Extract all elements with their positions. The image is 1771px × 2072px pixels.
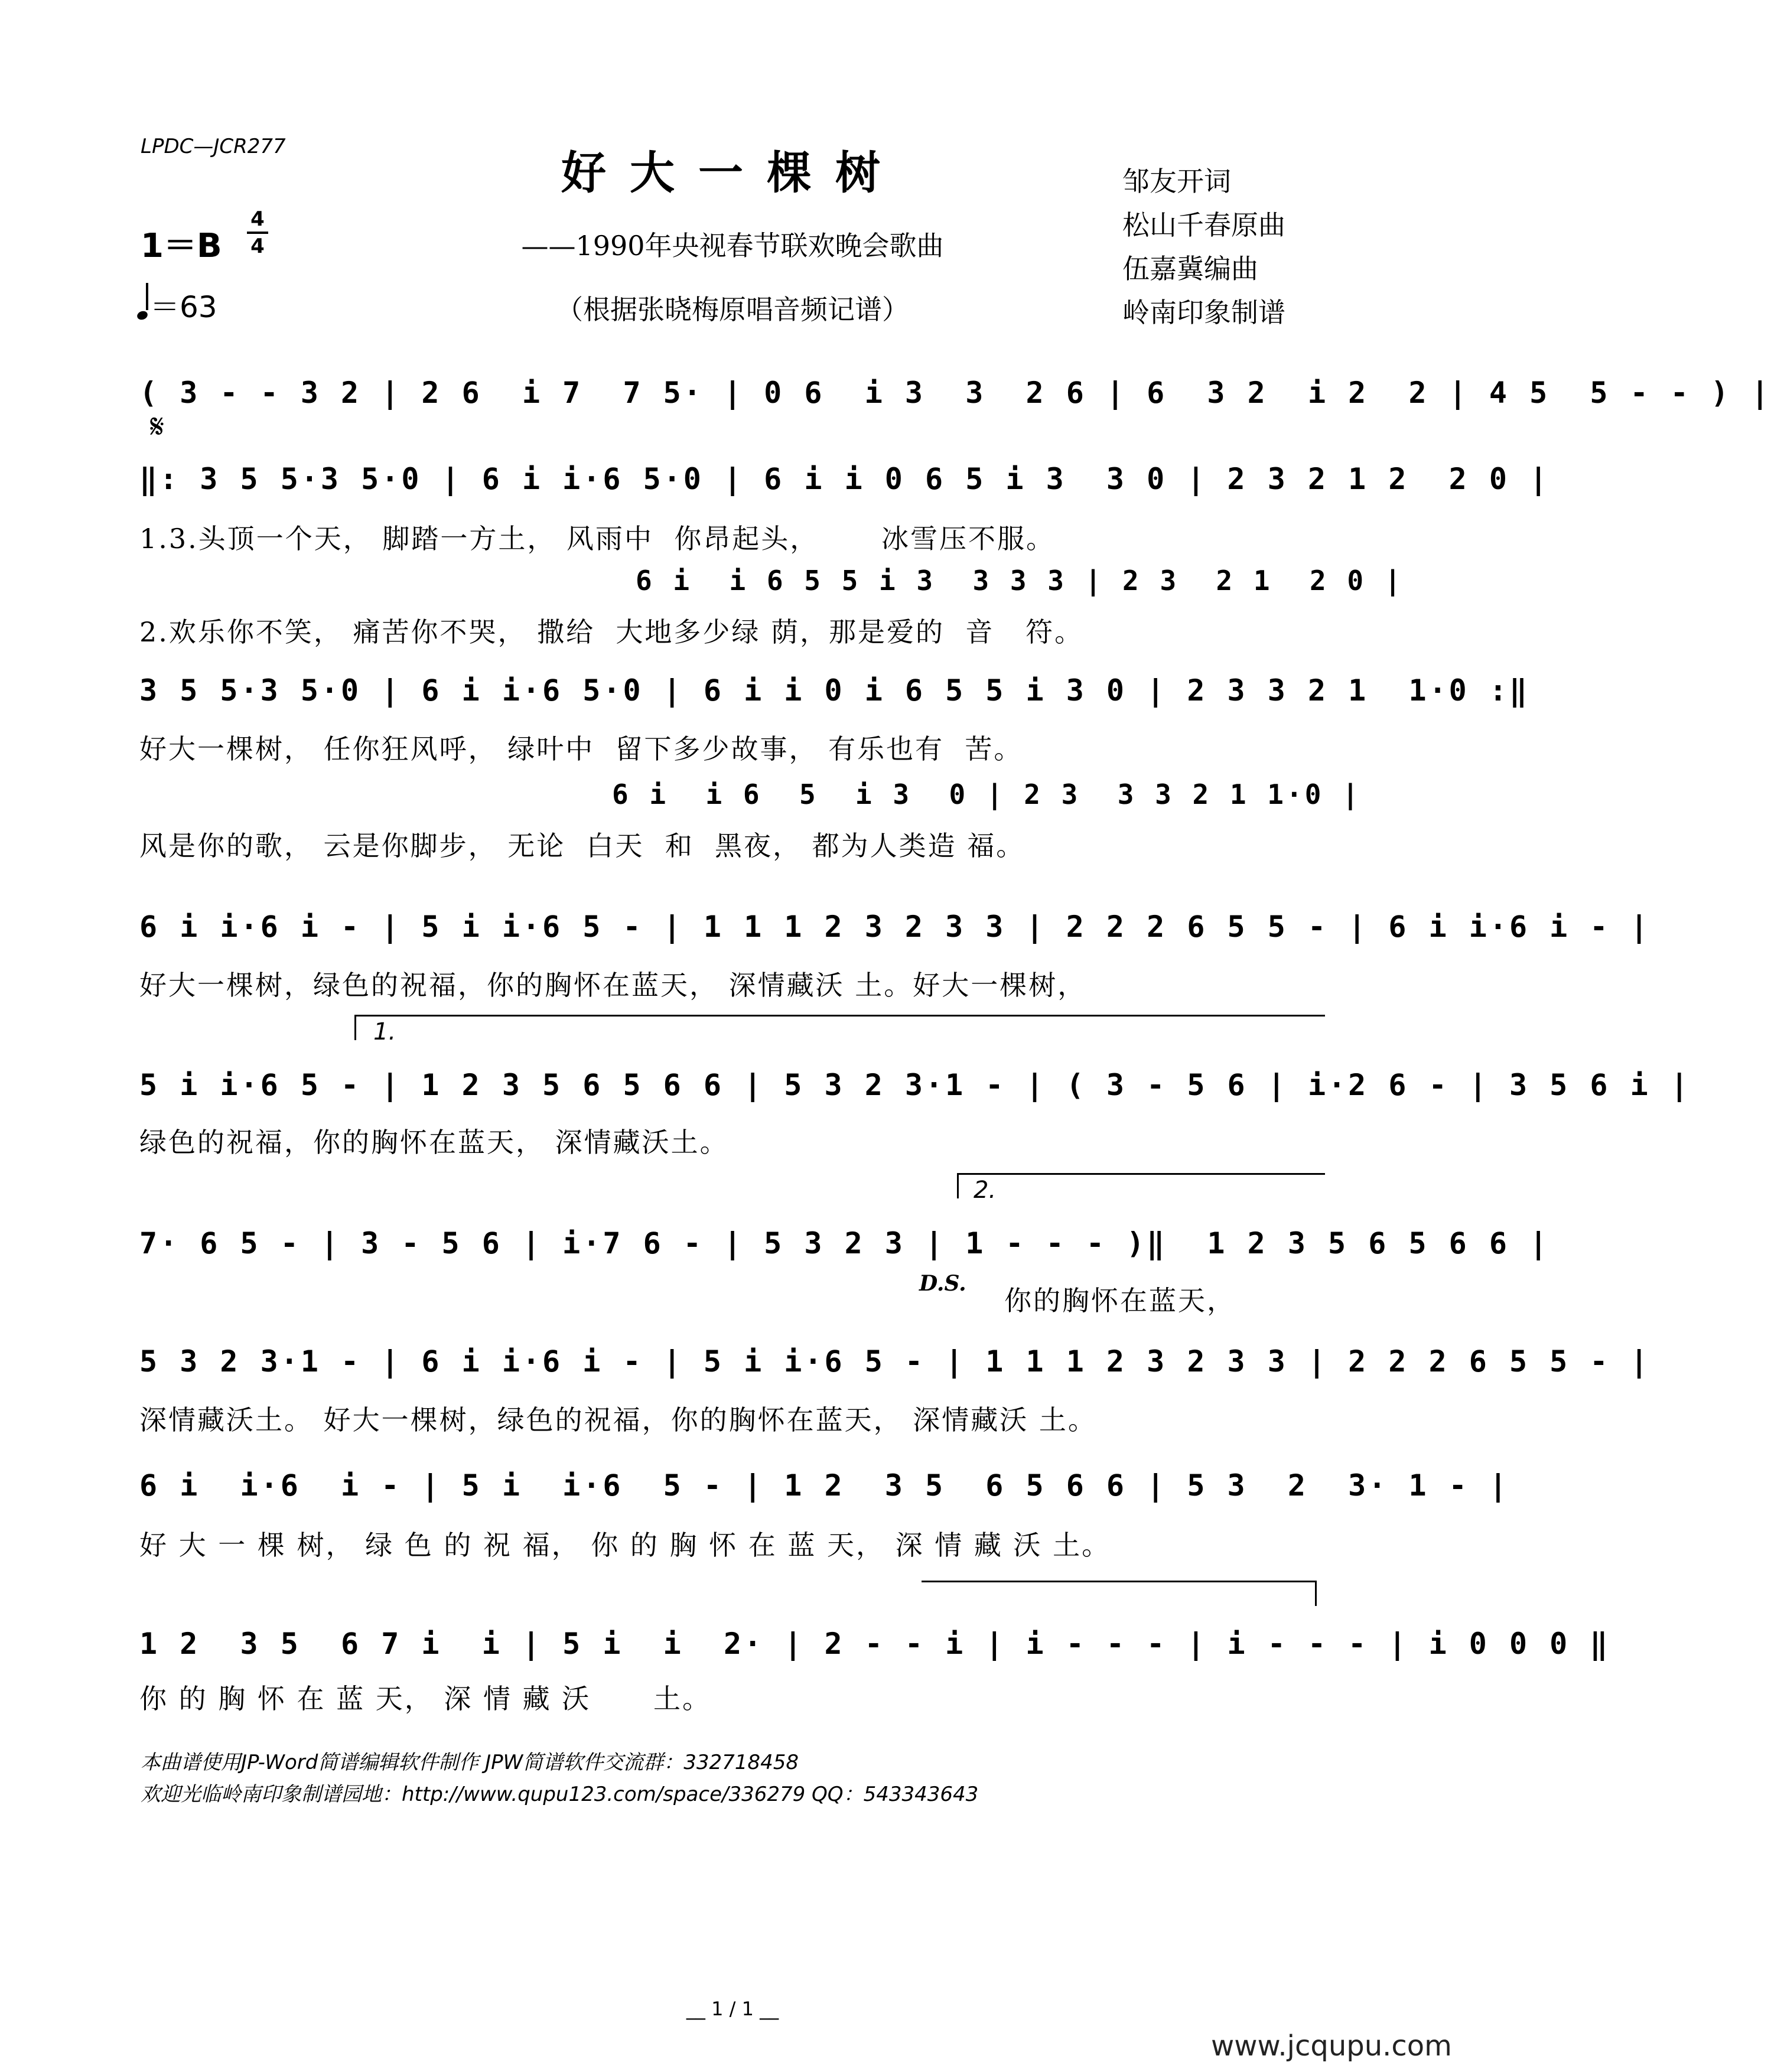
page-number: __ 1 / 1 __ <box>686 1998 779 2020</box>
line5-lyric: 你的胸怀在蓝天， <box>1004 1285 1236 1317</box>
time-signature <box>247 208 268 258</box>
volta-bracket-2 <box>957 1173 1325 1198</box>
line2-lyric-verse1: 好大一棵树， 任你狂风呼， 绿叶中 留下多少故事， 有乐也有 苦。 <box>139 733 1023 765</box>
song-subtitle: ——1990年央视春节联欢晚会歌曲 <box>521 230 944 262</box>
credits <box>1122 159 1285 334</box>
volta-2-label: 2. <box>974 1177 997 1204</box>
line2-lyric-verse2: 风是你的歌， 云是你脚步， 无论 白天 和 黑夜， 都为人类造 福。 <box>139 830 1026 862</box>
line3-lyric: 好大一棵树，绿色的祝福，你的胸怀在蓝天， 深情藏沃 土。好大一棵树， <box>139 969 1087 1001</box>
quarter-note-icon <box>136 310 149 321</box>
line8-notes: 1 2 3 5 6 7 i i | 5 i i 2· | 2 - - i | i - - - | i - - - | i 0 0 0 ‖ <box>139 1627 1610 1661</box>
composer-credit: 松山千春原曲 <box>1122 209 1285 241</box>
line5-notes: 7· 6 5 - | 3 - 5 6 | i·7 6 - | 5 3 2 3 | 1 - - - )‖ 1 2 3 5 6 5 6 6 | <box>139 1226 1550 1260</box>
final-bracket-line <box>922 1581 1316 1582</box>
intro-notes: ( 3 - - 3 2 | 2 6 i 7 7 5· | 0 6 i 3 3 2 6 | 6 3 2 i 2 2 | 4 5 5 - - ) | <box>139 376 1771 410</box>
line6-lyric: 深情藏沃土。 好大一棵树，绿色的祝福，你的胸怀在蓝天， 深情藏沃 土。 <box>139 1404 1097 1436</box>
score-code: LPDC—JCR277 <box>141 135 286 158</box>
lyricist-credit: 邹友开词 <box>1122 165 1231 197</box>
arranger-credit: 伍嘉冀编曲 <box>1122 253 1258 285</box>
line3-notes: 6 i i·6 i - | 5 i i·6 5 - | 1 1 1 2 3 2 3 3 | 2 2 2 6 5 5 - | 6 i i·6 i - | <box>139 910 1650 944</box>
line1-lyric-verse1: 1.3.头顶一个天， 脚踏一方土， 风雨中 你昂起头， 冰雪压不服。 <box>139 523 1055 555</box>
line8-lyric: 你 的 胸 怀 在 蓝 天， 深 情 藏 沃 土。 <box>139 1683 711 1715</box>
tempo-value: ＝63 <box>150 290 217 324</box>
line2-alt-notes: 6 i i 6 5 i 3 0 | 2 3 3 3 2 1 1·0 | <box>612 778 1361 810</box>
volta-1-label: 1. <box>373 1018 396 1045</box>
key-signature: 1＝B <box>141 227 222 265</box>
dal-segno-marking: D.S. <box>919 1271 966 1296</box>
footer-website-note: 欢迎光临岭南印象制谱园地：http://www.qupu123.com/space/336279 QQ：543343643 <box>141 1783 979 1806</box>
line1-notes: ‖: 3 5 5·3 5·0 | 6 i i·6 5·0 | 6 i i 0 6 5 i 3 3 0 | 2 3 2 1 2 2 0 | <box>139 462 1550 496</box>
line4-lyric: 绿色的祝福，你的胸怀在蓝天， 深情藏沃土。 <box>139 1126 729 1158</box>
footer-software-note: 本曲谱使用JP-Word简谱编辑软件制作 JPW简谱软件交流群：332718458 <box>141 1751 799 1774</box>
engraver-credit: 岭南印象制谱 <box>1122 297 1285 328</box>
note-stem <box>146 283 148 310</box>
site-watermark: www.jcqupu.com <box>1211 2029 1452 2063</box>
meter-divider <box>247 232 268 234</box>
tempo-marking <box>137 284 217 326</box>
line6-notes: 5 3 2 3·1 - | 6 i i·6 i - | 5 i i·6 5 - | 1 1 1 2 3 2 3 3 | 2 2 2 6 5 5 - | <box>139 1344 1650 1379</box>
meter-top: 4 <box>250 207 265 231</box>
line2-notes: 3 5 5·3 5·0 | 6 i i·6 5·0 | 6 i i 0 i 6 5 5 i 3 0 | 2 3 3 2 1 1·0 :‖ <box>139 673 1530 708</box>
line1-lyric-verse2: 2.欢乐你不笑， 痛苦你不哭， 撒给 大地多少绿 荫，那是爱的 音 符。 <box>139 616 1084 648</box>
line1-alt-notes: 6 i i 6 5 5 i 3 3 3 3 | 2 3 2 1 2 0 | <box>636 565 1404 597</box>
final-bracket-mark <box>1315 1581 1317 1606</box>
line7-lyric: 好 大 一 棵 树， 绿 色 的 祝 福， 你 的 胸 怀 在 蓝 天， 深 情 藏 沃 土。 <box>139 1529 1111 1561</box>
meter-bottom: 4 <box>250 234 265 258</box>
transcription-source: （根据张晓梅原唱音频记谱） <box>556 294 909 325</box>
line7-notes: 6 i i·6 i - | 5 i i·6 5 - | 1 2 3 5 6 5 6 6 | 5 3 2 3· 1 - | <box>139 1468 1509 1503</box>
song-title: 好大一棵树 <box>561 146 904 199</box>
line4-notes: 5 i i·6 5 - | 1 2 3 5 6 5 6 6 | 5 3 2 3·1 - | ( 3 - 5 6 | i·2 6 - | 3 5 6 i | <box>139 1068 1691 1102</box>
segno-icon: 𝄋 <box>150 408 165 446</box>
volta-bracket-1 <box>354 1015 1325 1040</box>
